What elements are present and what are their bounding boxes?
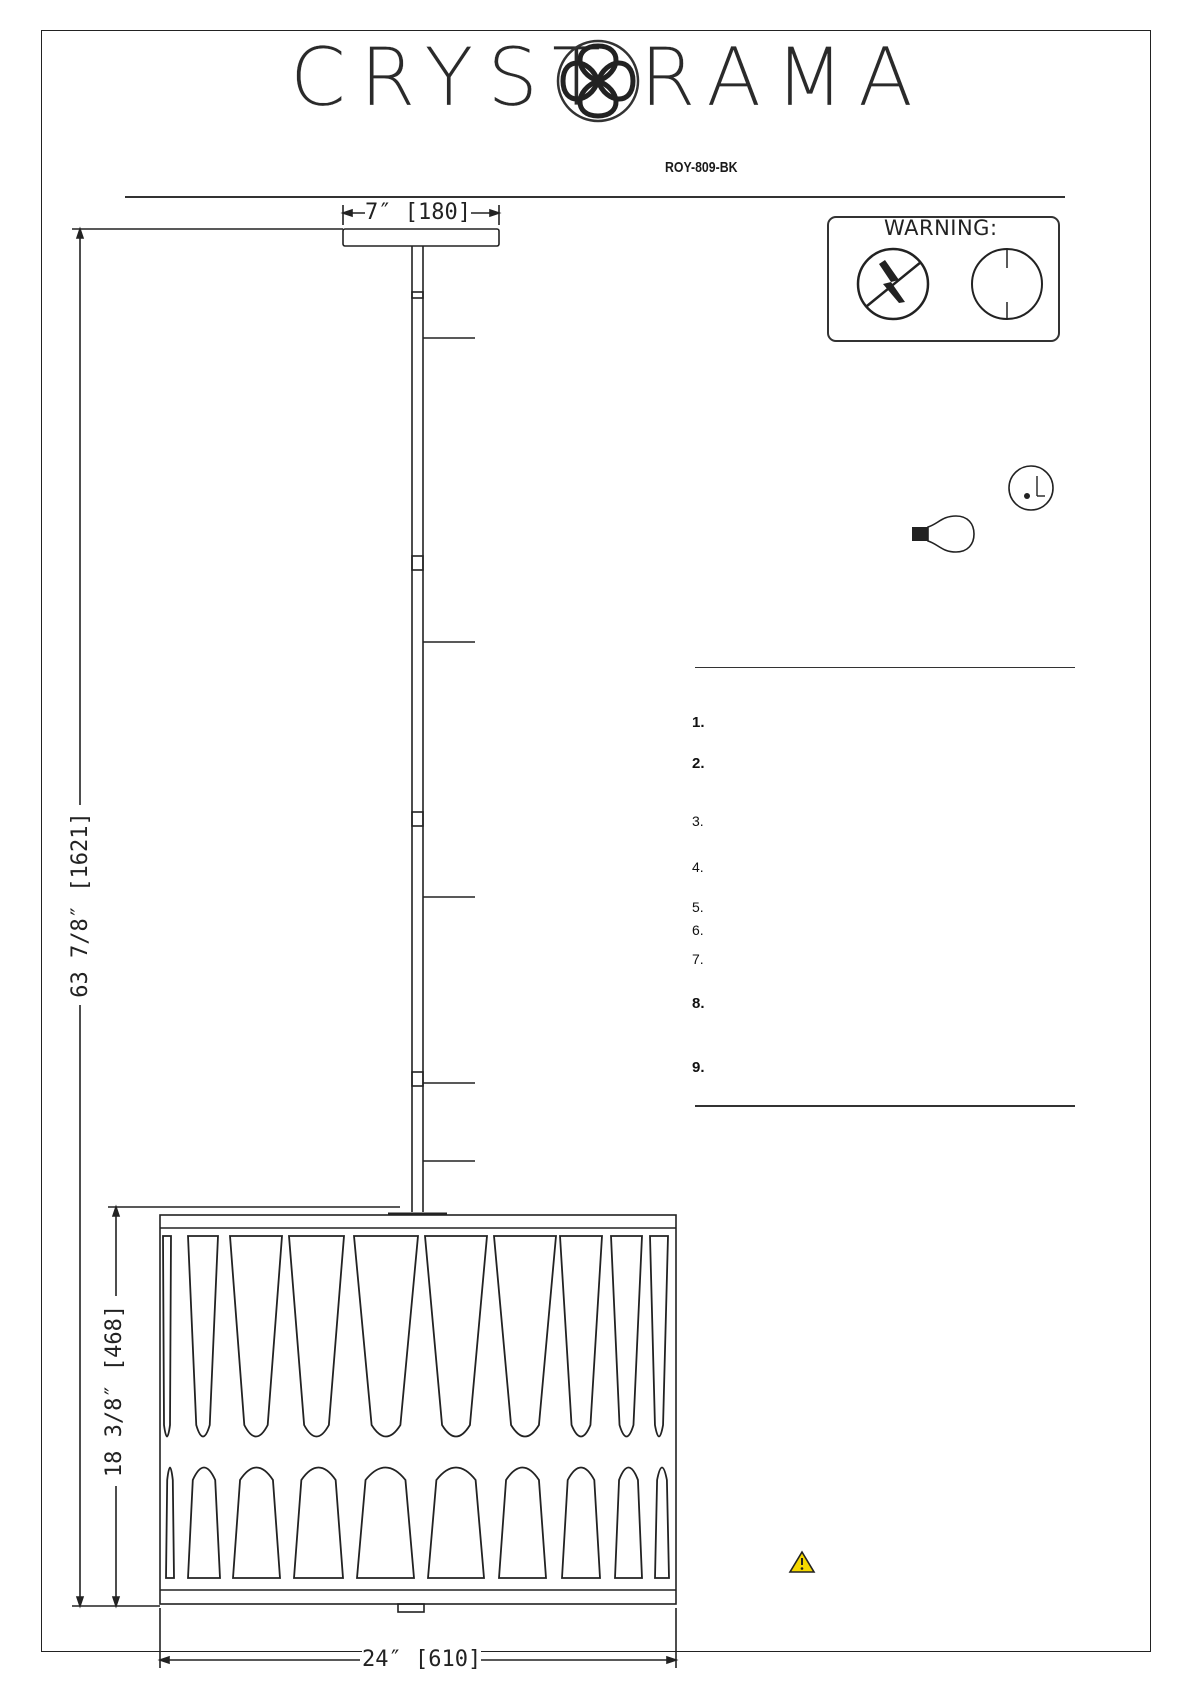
shade-lower-cutout: [655, 1468, 669, 1579]
brand-name-right: RAMA: [640, 31, 927, 124]
circle-icon: [969, 246, 1045, 322]
shade-upper-cutout: [425, 1236, 487, 1437]
shade-upper-cutout: [650, 1236, 668, 1437]
shade-lower-cutout: [233, 1468, 280, 1579]
light-bulb-icon: [910, 514, 976, 554]
shade-upper-cutout: [289, 1236, 344, 1437]
brand-name-left: CRYST: [290, 31, 615, 124]
shade-lower-cutout: [562, 1468, 600, 1579]
shade-upper-cutout: [163, 1236, 171, 1437]
step-number: 3.: [692, 813, 704, 829]
shade-lower-cutout: [357, 1468, 414, 1579]
shade-upper-cutout: [494, 1236, 556, 1437]
step-number: 2.: [692, 755, 705, 772]
shade-lower-cutout: [294, 1468, 343, 1579]
caution-triangle-icon: [788, 1550, 816, 1574]
shade-upper-cutout: [611, 1236, 642, 1437]
shade-lower-cutout: [428, 1468, 484, 1579]
step-number: 8.: [692, 995, 705, 1012]
shade-lower-cutout: [499, 1468, 546, 1579]
canopy-width-label: 7″ [180]: [365, 200, 471, 225]
no-electricity-icon: [855, 246, 931, 322]
warning-label: WARNING:: [884, 216, 998, 240]
shade-upper-cutout: [354, 1236, 418, 1437]
shade-upper-cutout: [560, 1236, 602, 1437]
shade-upper-cutout: [188, 1236, 218, 1437]
step-number: 5.: [692, 899, 704, 915]
shade-upper-cutout: [230, 1236, 282, 1437]
fixture-height-label: 18 3/8″ [468]: [104, 1296, 126, 1486]
instructions-top-rule: [695, 667, 1075, 668]
step-number: 9.: [692, 1059, 705, 1076]
instructions-bottom-rule: [695, 1105, 1075, 1107]
overall-height-label: 63 7/8″ [1621]: [70, 810, 92, 1000]
shade-lower-cutout: [166, 1468, 174, 1579]
model-number: ROY-809-BK: [665, 159, 738, 176]
step-number: 7.: [692, 951, 704, 967]
step-number: 1.: [692, 714, 705, 731]
step-number: 6.: [692, 922, 704, 938]
ground-symbol-icon: [1007, 464, 1055, 512]
fixture-width-label: 24″ [610]: [362, 1647, 482, 1672]
step-number: 4.: [692, 859, 704, 875]
shade-lower-cutout: [615, 1468, 642, 1579]
shade-lower-cutout: [188, 1468, 220, 1579]
